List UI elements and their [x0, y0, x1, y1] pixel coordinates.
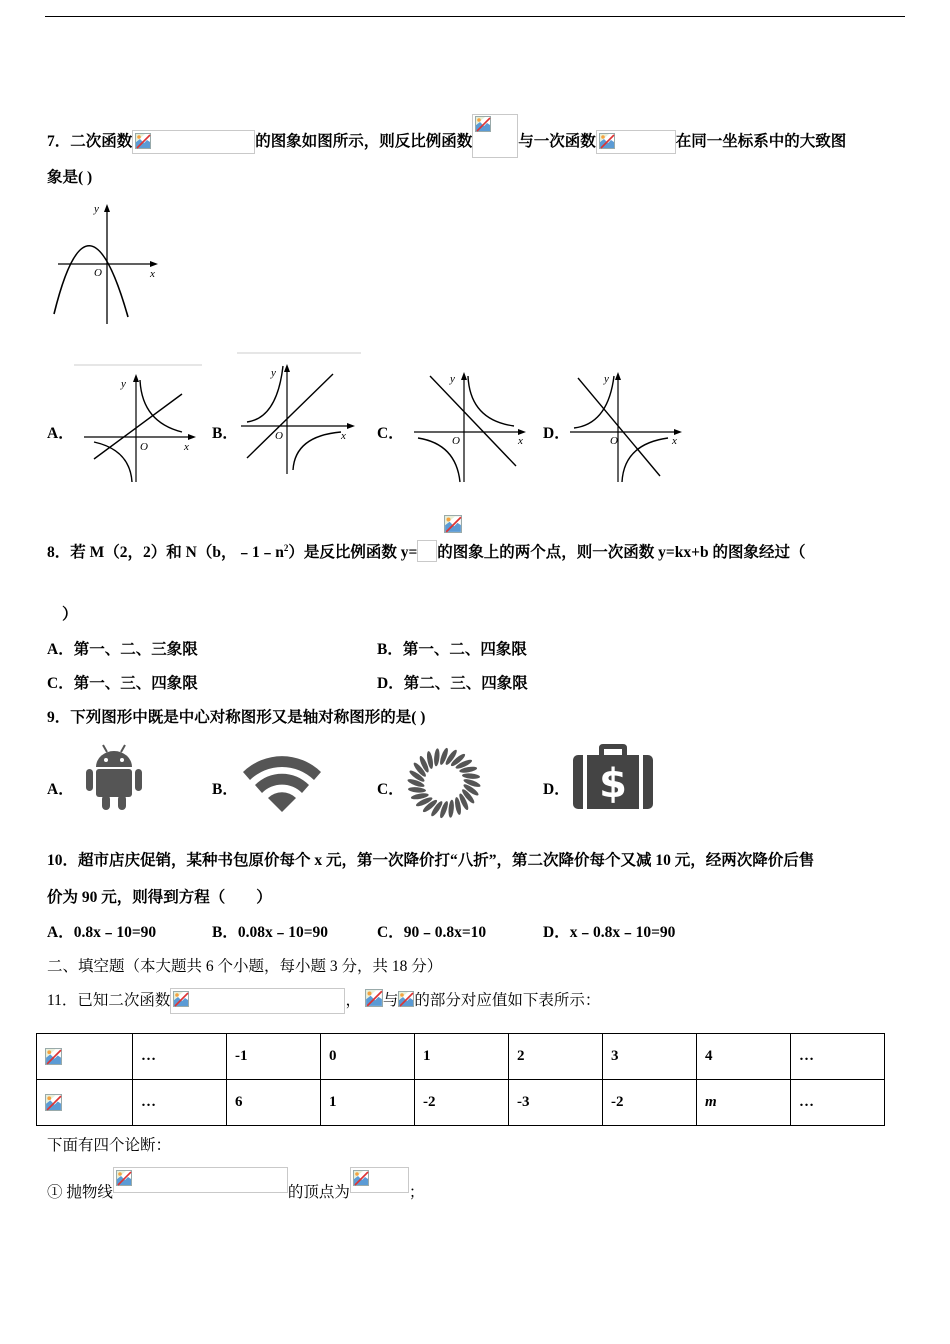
q8-line1: 8．若 M（2，2）和 N（b，$﹣1﹣n^2$）是反比例函数 y= 的图象上的两个点，则一次函数 y=kx+b 的图象经过（ — [47, 540, 805, 562]
q7-option-b-label[interactable]: B． — [212, 425, 238, 442]
formula-image — [113, 1167, 288, 1193]
table-cell: 4 — [697, 1034, 791, 1080]
q7-option-a-graph[interactable] — [74, 364, 204, 486]
table-cell-y-label — [37, 1080, 133, 1126]
broken-image-icon — [365, 989, 383, 1007]
broken-image-icon — [135, 133, 151, 149]
axis-label-x: x — [518, 435, 523, 447]
q8-option-a[interactable]: A．第一、二、三象限 — [47, 641, 198, 658]
table-cell: 1 — [321, 1080, 415, 1126]
conclusions-title: 下面有四个论断： — [47, 1137, 172, 1154]
axis-label-y: y — [450, 373, 455, 385]
q8-option-d[interactable]: D．第二、三、四象限 — [377, 675, 528, 692]
q8-line2: ） — [62, 606, 78, 623]
broken-image-icon — [444, 515, 462, 533]
axis-label-y: y — [604, 373, 609, 385]
formula-image — [132, 130, 255, 154]
formula-image — [170, 988, 345, 1014]
sun-ring-petal — [433, 748, 440, 766]
axis-label-x: x — [184, 441, 189, 453]
sun-ring-petal — [408, 787, 426, 794]
broken-image-icon — [116, 1170, 132, 1186]
q7-line1: 7．二次函数 的图象如图所示，则反比例函数 与一次函数 在同一坐标系中的大致图 — [47, 114, 846, 158]
formula-image — [417, 540, 437, 562]
broken-image-icon — [173, 991, 189, 1007]
q7-option-d-graph[interactable] — [568, 364, 688, 486]
section-title: 二、填空题（本大题共 6 个小题，每小题 3 分，共 18 分） — [47, 958, 443, 975]
origin-label: O — [140, 441, 148, 453]
q10-option-a[interactable]: A．0.8x﹣10=90 — [47, 924, 157, 941]
android-icon[interactable] — [86, 743, 142, 811]
table-cell: … — [791, 1080, 885, 1126]
broken-image-icon — [45, 1094, 62, 1111]
table-cell-x-label — [37, 1034, 133, 1080]
origin-label: O — [275, 430, 283, 442]
table-cell: 0 — [321, 1034, 415, 1080]
table-cell: -1 — [227, 1034, 321, 1080]
sun-ring-petal — [448, 800, 455, 818]
q9-option-d-label[interactable]: D． — [543, 781, 570, 798]
q8-option-c[interactable]: C．第一、三、四象限 — [47, 675, 198, 692]
q10-line1: 10．超市店庆促销，某种书包原价每个 x 元，第一次降价打“八折”，第二次降价每个又减 10 元，经两次降价后售 — [47, 852, 815, 869]
table-cell: 6 — [227, 1080, 321, 1126]
q11-value-table — [36, 1033, 885, 1126]
table-cell: m — [697, 1080, 791, 1126]
q9-option-b-label[interactable]: B． — [212, 781, 238, 798]
q7-option-c-graph[interactable] — [410, 364, 534, 486]
money-briefcase-icon[interactable] — [573, 743, 653, 811]
q11-item1: ① 抛物线 的顶点为 ； — [47, 1167, 424, 1202]
q7-line2: 象是( ) — [47, 169, 93, 186]
header-rule — [45, 16, 905, 17]
q11-stem: 11．已知二次函数 ， 与 的部分对应值如下表所示： — [47, 988, 600, 1014]
sun-ring-icon[interactable] — [404, 745, 484, 821]
axis-label-y: y — [94, 203, 99, 215]
q7-parabola-graph — [50, 202, 168, 327]
formula-image — [350, 1167, 409, 1193]
axis-label-y: y — [271, 367, 276, 379]
broken-image-icon — [353, 1170, 369, 1186]
axis-label-x: x — [341, 430, 346, 442]
sun-ring-petal — [462, 773, 480, 780]
q7-option-c-label[interactable]: C． — [377, 425, 404, 442]
axis-label-x: x — [150, 268, 155, 280]
broken-image-icon — [45, 1048, 62, 1065]
origin-label: O — [94, 267, 102, 279]
q9-option-a-label[interactable]: A． — [47, 781, 74, 798]
q10-option-c[interactable]: C．90﹣0.8x=10 — [377, 924, 487, 941]
q7-option-d-label[interactable]: D． — [543, 425, 570, 442]
svg-text:$: $ — [599, 761, 627, 807]
axis-label-y: y — [121, 378, 126, 390]
formula-image — [472, 114, 518, 158]
q7-option-b-graph[interactable] — [237, 352, 363, 476]
table-cell: 1 — [415, 1034, 509, 1080]
origin-label: O — [610, 435, 618, 447]
q7-option-a-label[interactable]: A． — [47, 425, 74, 442]
q10-option-d[interactable]: D．x﹣0.8x﹣10=90 — [543, 924, 676, 941]
broken-image-icon — [475, 116, 491, 132]
q10-option-b[interactable]: B．0.08x﹣10=90 — [212, 924, 329, 941]
wifi-icon[interactable] — [240, 752, 324, 814]
q8-option-b[interactable]: B．第一、二、四象限 — [377, 641, 527, 658]
table-cell: … — [133, 1034, 227, 1080]
q10-line2: 价为 90 元，则得到方程（ ） — [47, 889, 272, 906]
q9-stem: 9．下列图形中既是中心对称图形又是轴对称图形的是( ) — [47, 709, 426, 726]
table-cell: -3 — [509, 1080, 603, 1126]
table-cell: -2 — [415, 1080, 509, 1126]
broken-image-icon — [398, 991, 414, 1007]
formula-image — [596, 130, 676, 154]
table-cell: 3 — [603, 1034, 697, 1080]
table-row — [37, 1080, 885, 1126]
table-cell: … — [791, 1034, 885, 1080]
q9-option-c-label[interactable]: C． — [377, 781, 404, 798]
table-cell: 2 — [509, 1034, 603, 1080]
table-cell: -2 — [603, 1080, 697, 1126]
origin-label: O — [452, 435, 460, 447]
table-cell: … — [133, 1080, 227, 1126]
broken-image-icon — [599, 133, 615, 149]
axis-label-x: x — [672, 435, 677, 447]
table-row — [37, 1034, 885, 1080]
